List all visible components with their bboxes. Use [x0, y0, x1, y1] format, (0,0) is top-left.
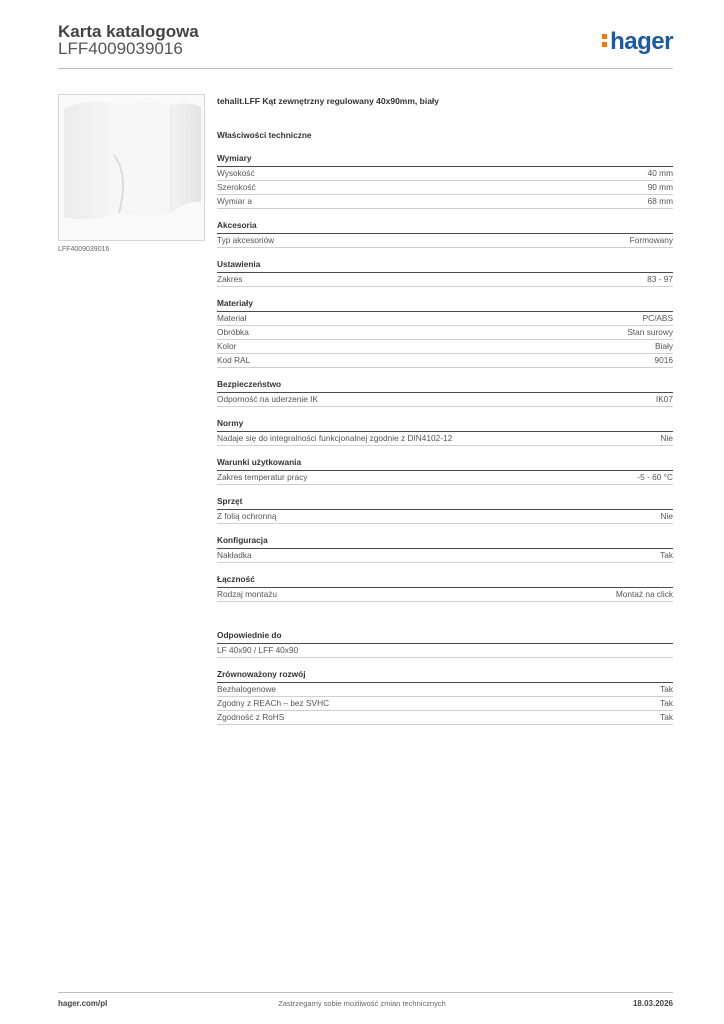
- spec-section: [217, 457, 673, 485]
- spec-label: Kolor: [217, 341, 237, 351]
- spec-value: Tak: [660, 712, 673, 722]
- section-title: Bezpieczeństwo: [217, 379, 673, 393]
- spec-row: [217, 711, 673, 725]
- spec-value: 9016: [654, 355, 673, 365]
- spec-label: Typ akcesoriów: [217, 235, 275, 245]
- spec-section: [217, 496, 673, 524]
- spec-value: Biały: [655, 341, 673, 351]
- spec-value: Stan surowy: [627, 327, 673, 337]
- spec-row: [217, 195, 673, 209]
- page-title: Karta katalogowa: [58, 22, 199, 41]
- spec-row: [217, 340, 673, 354]
- spec-value: -5 - 60 °C: [637, 472, 673, 482]
- section-title: Łączność: [217, 574, 673, 588]
- spec-row: [217, 393, 673, 407]
- spec-section: [217, 630, 673, 658]
- spec-label: Materiał: [217, 313, 247, 323]
- spec-label: Zakres temperatur pracy: [217, 472, 308, 482]
- product-code: LFF4009039016: [58, 39, 183, 58]
- spec-label: Nadaje się do integralności funkcjonalnej zgodnie z DIN4102-12: [217, 433, 453, 443]
- spec-label: Obróbka: [217, 327, 249, 337]
- hager-logo: [602, 28, 673, 56]
- section-title: Wymiary: [217, 153, 673, 167]
- logo-colon-icon: [602, 28, 607, 47]
- spec-row: [217, 432, 673, 446]
- spec-row: [217, 273, 673, 287]
- spec-row: [217, 181, 673, 195]
- footer-website[interactable]: hager.com/pl: [58, 999, 108, 1008]
- spec-value: 40 mm: [647, 168, 673, 178]
- spec-value: Nie: [660, 511, 673, 521]
- spec-label: Zgodność z RoHS: [217, 712, 285, 722]
- footer-disclaimer: Zastrzegamy sobie możliwość zmian technicznych: [278, 999, 446, 1008]
- spec-section: [217, 259, 673, 287]
- spec-label: Zgodny z REACh – bez SVHC: [217, 698, 330, 708]
- spec-row: [217, 683, 673, 697]
- footer-date: 18.03.2026: [632, 999, 673, 1008]
- product-title: tehalit.LFF Kąt zewnętrzny regulowany 40x90mm, biały: [217, 96, 440, 106]
- section-title: Ustawienia: [217, 259, 673, 273]
- spec-row: [217, 644, 673, 658]
- spec-label: Szerokość: [217, 182, 256, 192]
- section-title: Materiały: [217, 298, 673, 312]
- spec-section: [217, 418, 673, 446]
- spec-row: [217, 354, 673, 368]
- spec-label: Odporność na uderzenie IK: [217, 394, 319, 404]
- spec-label: Bezhalogenowe: [217, 684, 277, 694]
- image-caption: LFF4009039016: [58, 246, 110, 253]
- spec-label: Z folią ochronną: [217, 511, 277, 521]
- spec-value: Tak: [660, 550, 673, 560]
- spec-value: PC/ABS: [642, 313, 673, 323]
- spec-label: Rodzaj montażu: [217, 589, 277, 599]
- spec-section: [217, 379, 673, 407]
- spec-row: [217, 588, 673, 602]
- spec-content: [217, 96, 673, 725]
- section-title: Zrównoważony rozwój: [217, 669, 673, 683]
- spec-label: Zakres: [217, 274, 243, 284]
- footer-divider: [58, 992, 673, 993]
- spec-section: [217, 298, 673, 368]
- sustainability-section: [217, 669, 673, 725]
- spec-value: Tak: [660, 698, 673, 708]
- section-title: Sprzęt: [217, 496, 673, 510]
- spec-row: [217, 326, 673, 340]
- spec-value: 83 - 97: [647, 274, 673, 284]
- spec-value: 68 mm: [647, 196, 673, 206]
- spec-row: [217, 697, 673, 711]
- spec-section: [217, 153, 673, 209]
- spec-section: [217, 220, 673, 248]
- suitable-section: [217, 630, 673, 658]
- spec-label: Kod RAL: [217, 355, 251, 365]
- spec-value: Nie: [660, 433, 673, 443]
- spec-row: [217, 510, 673, 524]
- section-title: Odpowiednie do: [217, 630, 673, 644]
- spec-value: 90 mm: [647, 182, 673, 192]
- spec-section: [217, 535, 673, 563]
- spec-row: [217, 549, 673, 563]
- section-title: Warunki użytkowania: [217, 457, 673, 471]
- spec-section: [217, 574, 673, 602]
- spec-label: Wymiar a: [217, 196, 252, 206]
- section-title: Akcesoria: [217, 220, 673, 234]
- spec-value: Tak: [660, 684, 673, 694]
- spec-section: [217, 669, 673, 725]
- spec-row: [217, 167, 673, 181]
- spec-value: Montaż na click: [615, 589, 673, 599]
- spec-value: Formowany: [629, 235, 673, 245]
- properties-heading: Właściwości techniczne: [217, 130, 312, 140]
- spec-row: [217, 312, 673, 326]
- header-divider: [58, 68, 673, 69]
- section-title: Normy: [217, 418, 673, 432]
- logo-text: hager: [610, 28, 673, 55]
- section-title: Konfiguracja: [217, 535, 673, 549]
- spec-row: [217, 471, 673, 485]
- spec-value: IK07: [655, 394, 673, 404]
- spec-row: [217, 234, 673, 248]
- spec-sections: [217, 153, 673, 602]
- spec-label: LF 40x90 / LFF 40x90: [217, 645, 299, 655]
- product-image: [58, 94, 205, 241]
- spec-label: Wysokość: [217, 168, 255, 178]
- spec-label: Nakładka: [217, 550, 252, 560]
